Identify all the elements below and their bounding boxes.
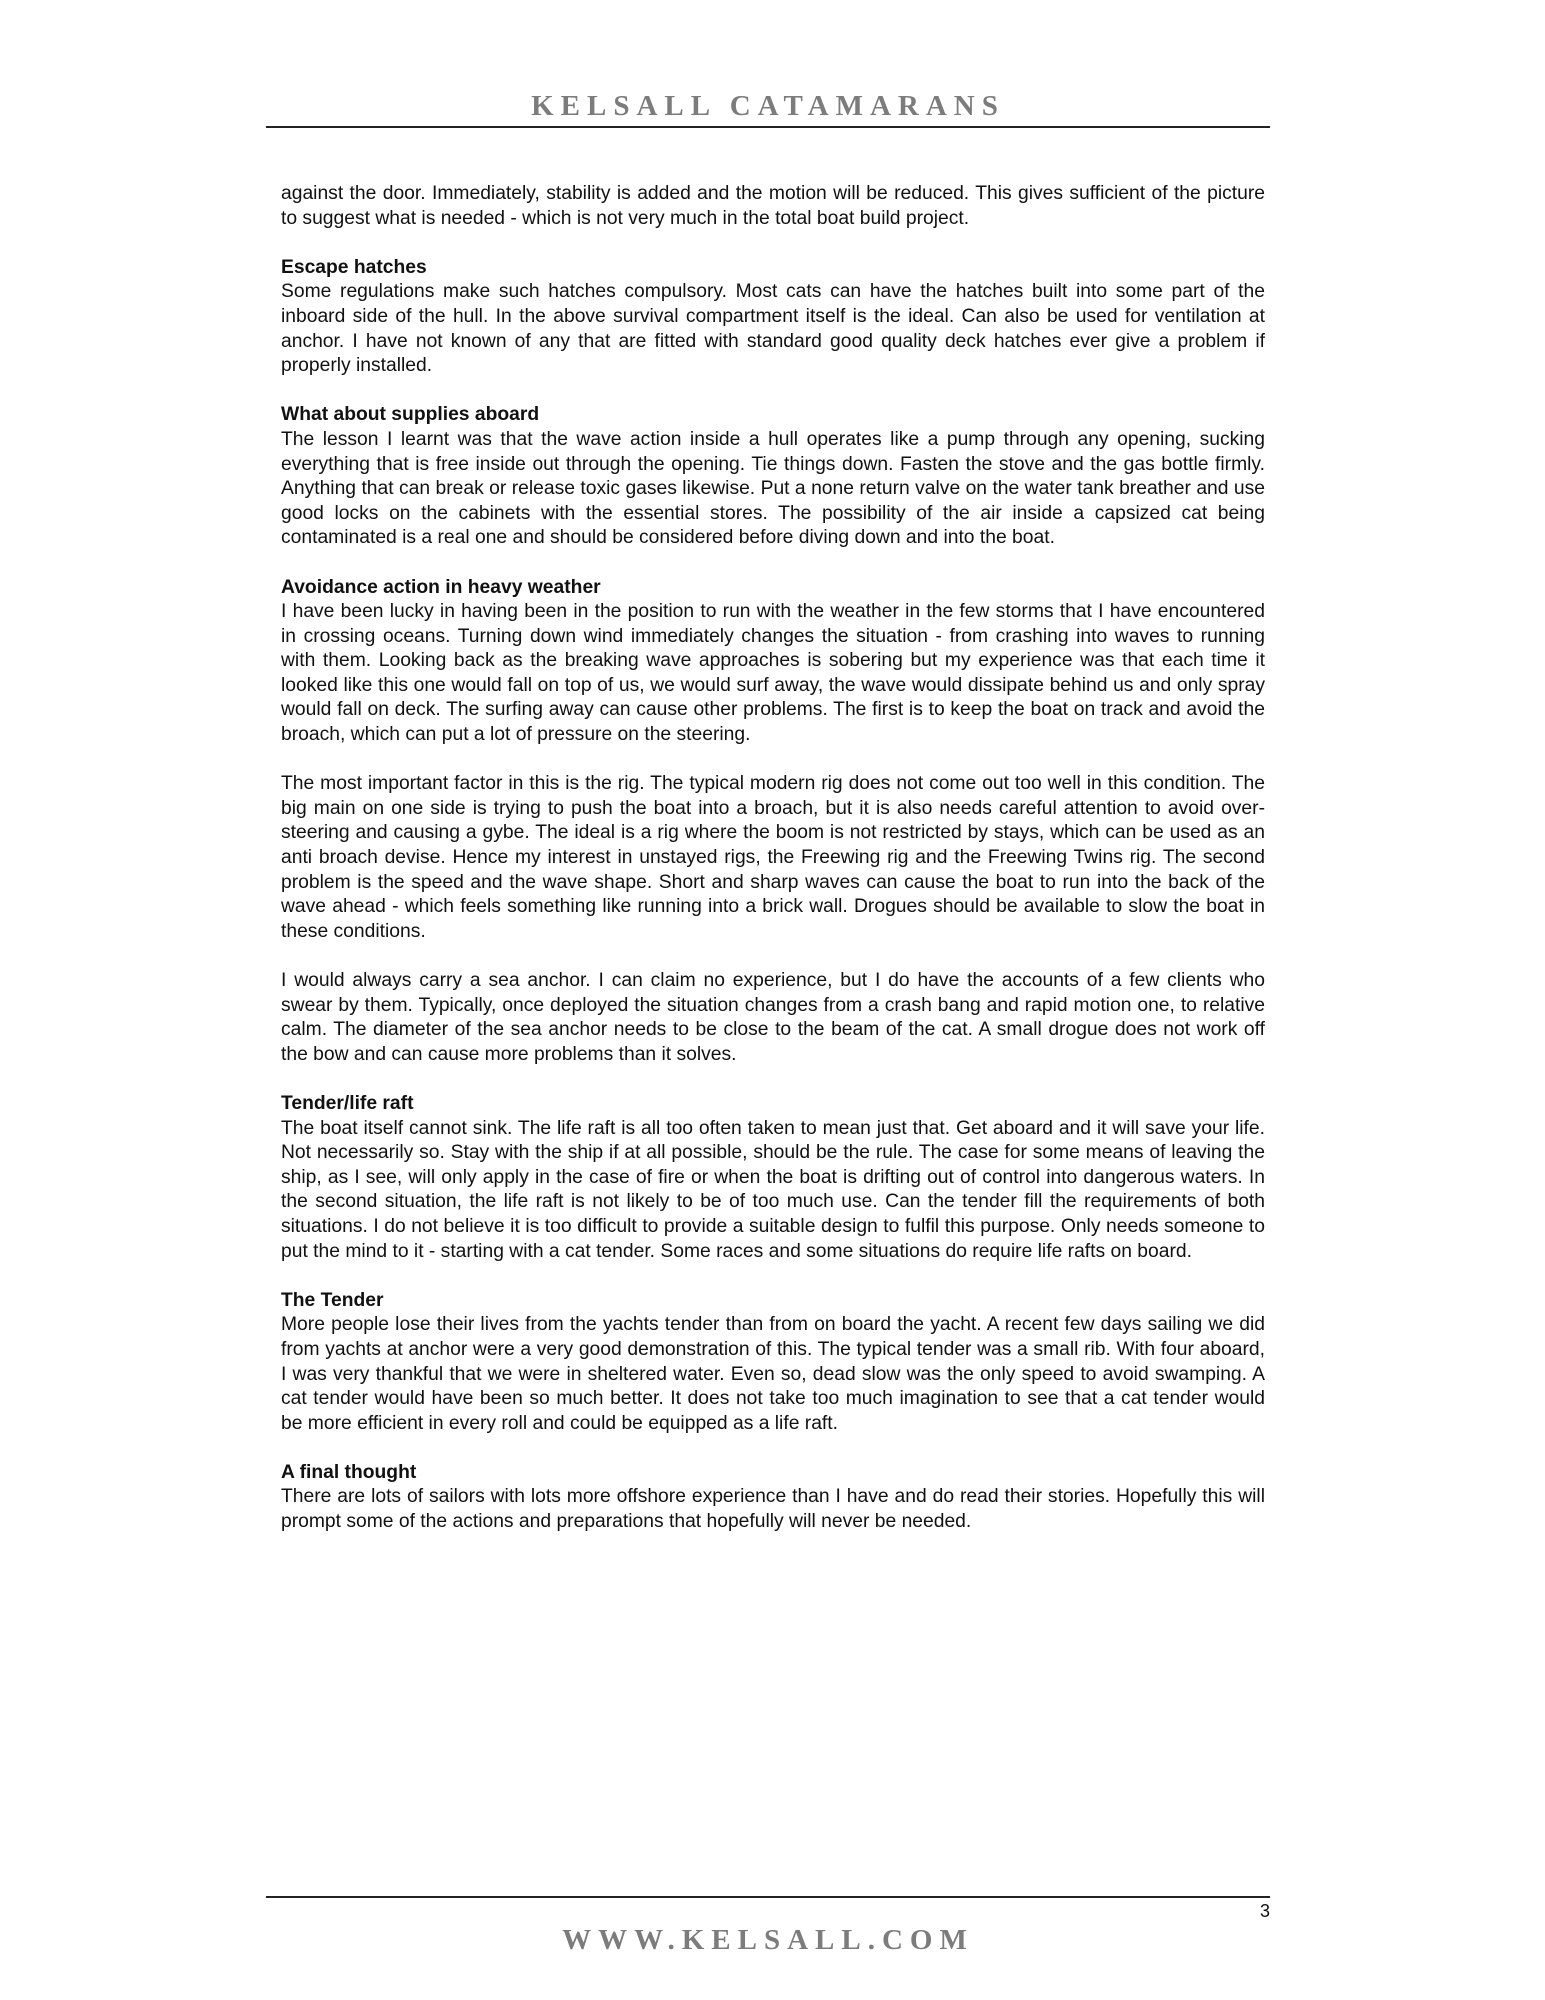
section-supplies-aboard — [281, 403, 1265, 551]
section-heading: A final thought — [281, 1461, 417, 1483]
header-title: KELSALL CATAMARANS — [531, 90, 1005, 122]
page-number: 3 — [1259, 1901, 1270, 1921]
header-divider — [266, 126, 1270, 128]
section-paragraph: The boat itself cannot sink. The life raft is all too often taken to mean just that. Get aboard and it will save your life. Not necessarily so. Stay with the ship if at all possible, should be the rule. The case for some means of leaving the ship, as I see, will only apply in the case of fire or when the boat is drifting out of control into dangerous waters. In the second situation, the life raft is not likely to be of too much use. Can the tender fill the requirements of both situations. I do not believe it is too difficult to provide a suitable design to fulfil this purpose. Only needs someone to put the mind to it - starting with a cat tender. Some races and some situations do require life rafts on board. — [281, 1117, 1265, 1262]
section-paragraph: The most important factor in this is the rig. The typical modern rig does not come out too well in this condition. The big main on one side is trying to push the boat into a broach, but it is also needs careful attention to avoid over-steering and causing a gybe. The ideal is a rig where the boom is not restricted by stays, which can be used as an anti broach devise. Hence my interest in unstayed rigs, the Freewing rig and the Freewing Twins rig. The second problem is the speed and the wave shape. Short and sharp waves can cause the boat to run into the back of the wave ahead - which feels something like running into a brick wall. Drogues should be available to slow the boat in these conditions. — [281, 773, 1265, 942]
section-paragraph: More people lose their lives from the yachts tender than from on board the yacht. A recent few days sailing we did from yachts at anchor were a very good demonstration of this. The typical tender was a small rib. With four aboard, I was very thankful that we were in sheltered water. Even so, dead slow was the only speed to avoid swamping. A cat tender would have been so much better. It does not take too much imagination to see that a cat tender would be more efficient in every roll and could be equipped as a life raft. — [281, 1314, 1265, 1434]
section-heading: Tender/life raft — [281, 1092, 414, 1114]
section-heading: What about supplies aboard — [281, 404, 540, 426]
section-heading: The Tender — [281, 1289, 384, 1311]
section-paragraph: Some regulations make such hatches compulsory. Most cats can have the hatches built into some part of the inboard side of the hull. In the above survival compartment itself is the ideal. Can also be used for ventilation at anchor. I have not known of any that are fitted with standard good quality deck hatches ever give a problem if properly installed. — [281, 281, 1265, 377]
footer-divider — [266, 1896, 1270, 1898]
section-escape-hatches — [281, 256, 1265, 379]
page-header — [266, 88, 1270, 124]
document-body — [281, 182, 1265, 1559]
section-tender-life-raft — [281, 1092, 1265, 1264]
section-heading: Escape hatches — [281, 256, 427, 278]
section-paragraph: I have been lucky in having been in the position to run with the weather in the few storms that I have encountered in crossing oceans. Turning down wind immediately changes the situation - from crashing into waves to running with them. Looking back as the breaking wave approaches is sobering but my experience was that each time it looked like this one would fall on top of us, we would surf away, the wave would dissipate behind us and only spray would fall on deck. The surfing away can cause other problems. The first is to keep the boat on track and avoid the broach, which can put a lot of pressure on the steering. — [281, 601, 1265, 746]
intro-paragraph: against the door. Immediately, stability is added and the motion will be reduced. This gives sufficient of the picture to suggest what is needed - which is not very much in the total boat build project. — [281, 183, 1265, 229]
section-the-tender — [281, 1289, 1265, 1437]
section-paragraph: The lesson I learnt was that the wave action inside a hull operates like a pump through any opening, sucking everything that is free inside out through the opening. Tie things down. Fasten the stove and the gas bottle firmly. Anything that can break or release toxic gases likewise. Put a none return valve on the water tank breather and use good locks on the cabinets with the essential stores. The possibility of the air inside a capsized cat being contaminated is a real one and should be considered before diving down and into the boat. — [281, 428, 1265, 549]
section-paragraph: I would always carry a sea anchor. I can claim no experience, but I do have the accounts of a few clients who swear by them. Typically, once deployed the situation changes from a crash bang and rapid motion one, to relative calm. The diameter of the sea anchor needs to be close to the beam of the cat. A small drogue does not work off the bow and can cause more problems than it solves. — [281, 970, 1265, 1065]
footer-url: WWW.KELSALL.COM — [562, 1924, 974, 1956]
section-final-thought — [281, 1461, 1265, 1535]
section-paragraph: There are lots of sailors with lots more offshore experience than I have and do read their stories. Hopefully this will prompt some of the actions and preparations that hopefully will never be needed. — [281, 1486, 1265, 1533]
section-avoidance-action — [281, 576, 1265, 1068]
section-heading: Avoidance action in heavy weather — [281, 576, 601, 598]
